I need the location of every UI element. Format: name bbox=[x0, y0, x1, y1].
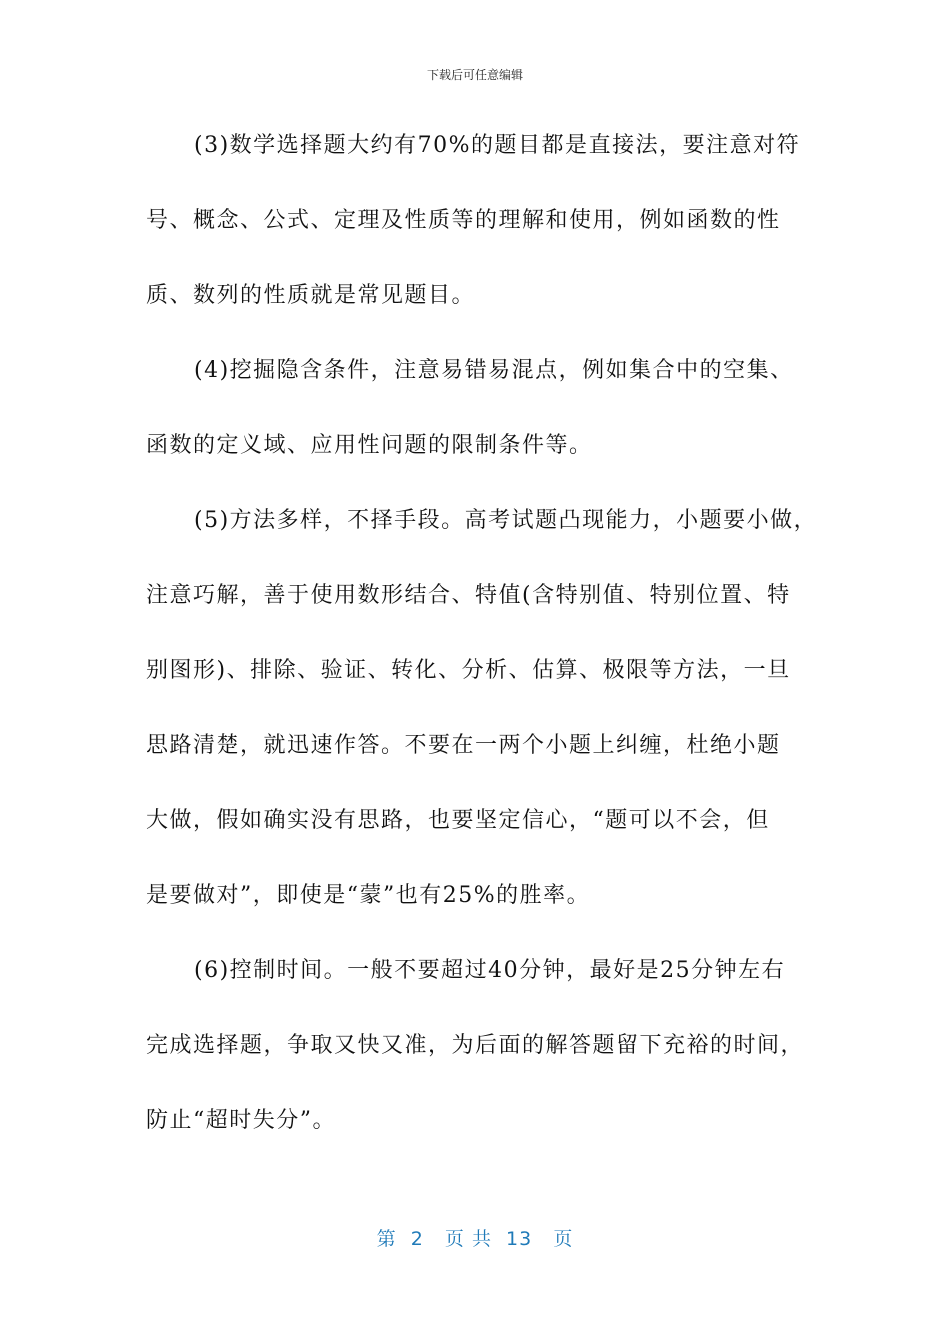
text-line: (5)方法多样，不择手段。高考试题凸现能力，小题要小做， bbox=[194, 508, 818, 533]
text-line: (6)控制时间。一般不要超过40分钟，最好是25分钟左右 bbox=[194, 958, 786, 983]
text-line: (4)挖掘隐含条件，注意易错易混点，例如集合中的空集、 bbox=[194, 358, 794, 383]
page-number-label: 第 2 页 共 13 页 bbox=[376, 1228, 574, 1250]
text-line: 思路清楚，就迅速作答。不要在一两个小题上纠缠，杜绝小题 bbox=[146, 733, 781, 758]
text-line: 防止“超时失分”。 bbox=[146, 1108, 336, 1133]
text-line: 质、数列的性质就是常见题目。 bbox=[146, 283, 476, 308]
text-line: 注意巧解，善于使用数形结合、特值(含特别值、特别位置、特 bbox=[146, 583, 791, 608]
text-line: 大做，假如确实没有思路，也要坚定信心，“题可以不会，但 bbox=[146, 808, 770, 833]
page-footer bbox=[0, 1226, 950, 1252]
text-line: 别图形)、排除、验证、转化、分析、估算、极限等方法，一旦 bbox=[146, 658, 791, 683]
text-line: 号、概念、公式、定理及性质等的理解和使用，例如函数的性 bbox=[146, 208, 781, 233]
text-line: (3)数学选择题大约有70%的题目都是直接法，要注意对符 bbox=[194, 133, 801, 158]
text-line: 是要做对”，即使是“蒙”也有25%的胜率。 bbox=[146, 883, 591, 908]
text-line: 函数的定义域、应用性问题的限制条件等。 bbox=[146, 433, 593, 458]
document-body bbox=[146, 126, 826, 1176]
text-line: 完成选择题，争取又快又准，为后面的解答题留下充裕的时间， bbox=[146, 1033, 805, 1058]
page-header-note: 下载后可任意编辑 bbox=[426, 68, 523, 82]
